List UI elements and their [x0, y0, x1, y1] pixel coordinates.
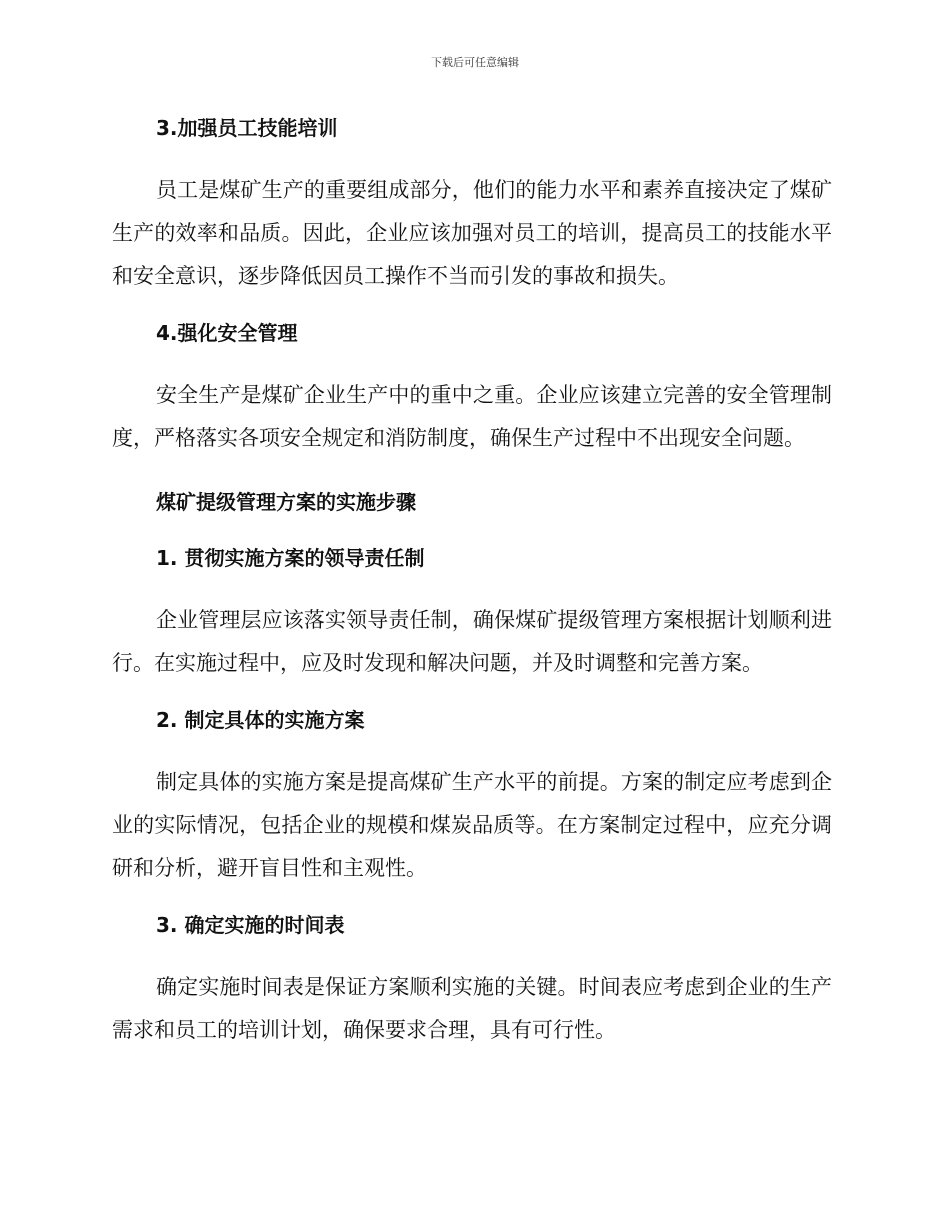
section-paragraph: 企业管理层应该落实领导责任制，确保煤矿提级管理方案根据计划顺利进行。在实施过程中，应及时发现和解决问题，并及时调整和完善方案。	[112, 608, 832, 675]
section-heading: 4.强化安全管理	[156, 321, 298, 345]
section-paragraph: 员工是煤矿生产的重要组成部分，他们的能力水平和素养直接决定了煤矿生产的效率和品质。因此，企业应该加强对员工的培训，提高员工的技能水平和安全意识，逐步降低因员工操作不当而引发的事故和损失。	[112, 178, 832, 288]
section-skill-training	[112, 113, 832, 298]
section-heading: 3. 确定实施的时间表	[156, 913, 345, 937]
section-implementation-steps-title	[112, 487, 832, 517]
section-heading: 煤矿提级管理方案的实施步骤	[156, 490, 416, 514]
section-paragraph: 确定实施时间表是保证方案顺利实施的关键。时间表应考虑到企业的生产需求和员工的培训计划，确保要求合理，具有可行性。	[112, 975, 832, 1042]
document-body	[112, 113, 832, 1052]
section-timetable	[112, 910, 832, 1052]
section-paragraph: 制定具体的实施方案是提高煤矿生产水平的前提。方案的制定应考虑到企业的实际情况，包括企业的规模和煤炭品质等。在方案制定过程中，应充分调研和分析，避开盲目性和主观性。	[112, 770, 832, 880]
section-leadership-responsibility	[112, 543, 832, 685]
section-specific-plan	[112, 705, 832, 890]
section-heading: 2. 制定具体的实施方案	[156, 708, 365, 732]
page-header: 下载后可任意编辑	[431, 56, 519, 69]
section-paragraph: 安全生产是煤矿企业生产中的重中之重。企业应该建立完善的安全管理制度，严格落实各项安全规定和消防制度，确保生产过程中不出现安全问题。	[112, 383, 832, 450]
section-heading: 1. 贯彻实施方案的领导责任制	[156, 546, 425, 570]
section-heading: 3.加强员工技能培训	[156, 116, 338, 140]
section-safety-management	[112, 318, 832, 460]
